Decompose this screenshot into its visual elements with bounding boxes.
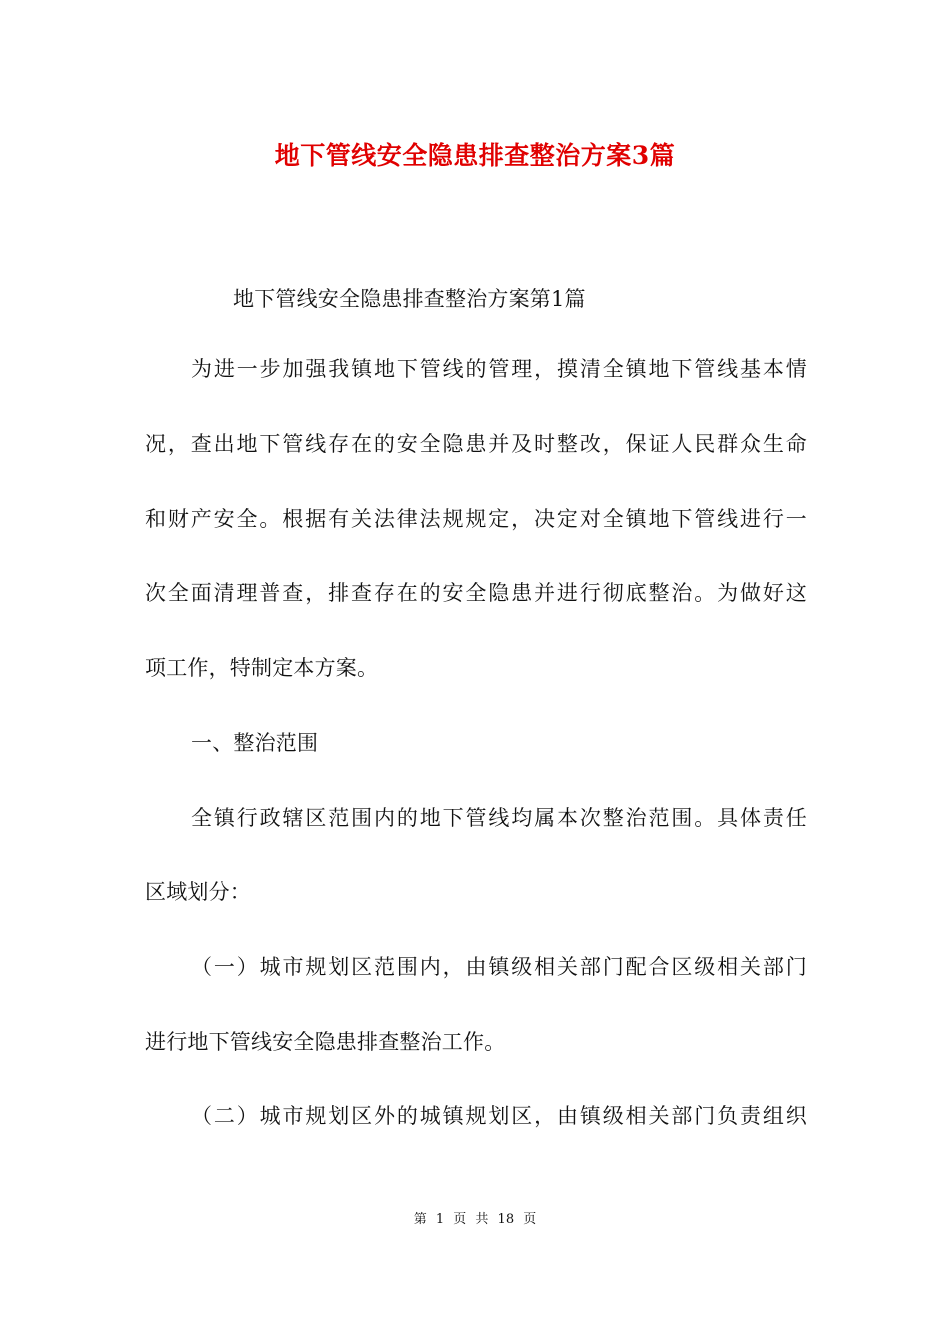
paragraph-line: 为进一步加强我镇地下管线的管理，摸清全镇地下管线基本情 (191, 357, 807, 381)
paragraph-line: 进行地下管线安全隐患排查整治工作。 (145, 1030, 506, 1054)
paragraph-line: 全镇行政辖区范围内的地下管线均属本次整治范围。具体责任 (191, 806, 807, 830)
document-title: 地下管线安全隐患排查整治方案3篇 (274, 141, 676, 170)
paragraph-line: （一）城市规划区范围内，由镇级相关部门配合区级相关部门 (191, 955, 807, 979)
paragraph-line: 项工作，特制定本方案。 (145, 656, 379, 680)
page-number-footer: 第 1 页 共 18 页 (413, 1212, 537, 1227)
paragraph-line: （二）城市规划区外的城镇规划区，由镇级相关部门负责组织 (191, 1104, 807, 1128)
section-subtitle: 地下管线安全隐患排查整治方案第1篇 (233, 287, 586, 311)
paragraph-line: 和财产安全。根据有关法律法规规定，决定对全镇地下管线进行一 (145, 507, 807, 531)
paragraph-line: 次全面清理普查，排查存在的安全隐患并进行彻底整治。为做好这 (145, 581, 807, 605)
section-heading: 一、整治范围 (191, 731, 319, 755)
paragraph-line: 区域划分： (145, 880, 251, 904)
paragraph-line: 况，查出地下管线存在的安全隐患并及时整改，保证人民群众生命 (145, 432, 807, 456)
